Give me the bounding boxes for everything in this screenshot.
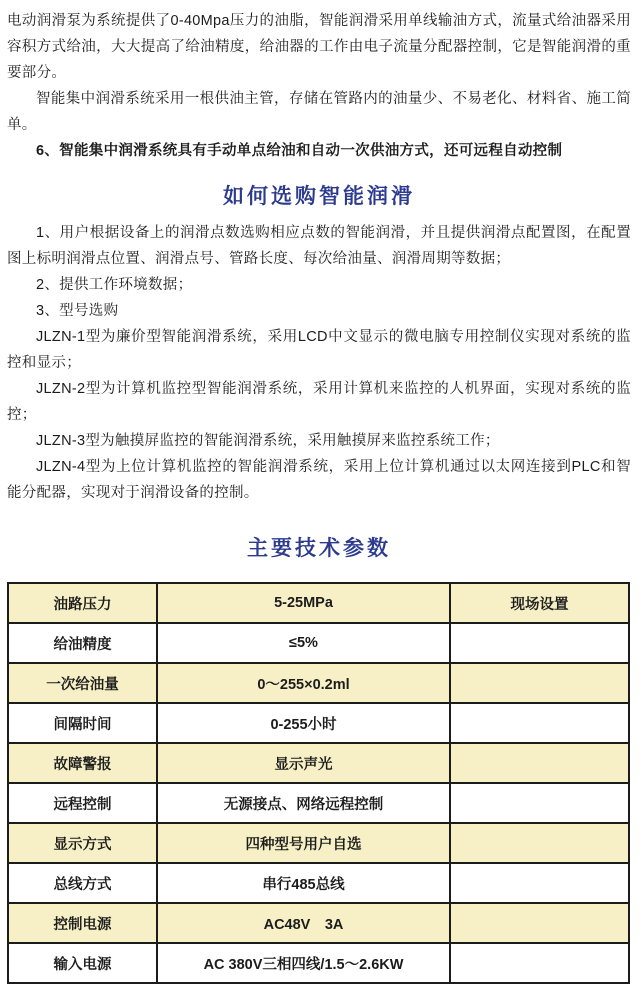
paragraph: 3、型号选购 [36, 303, 119, 319]
table-row [8, 703, 629, 743]
table-row [8, 583, 629, 623]
paragraph: 电动润滑泵为系统提供了0-40Mpa压力的油脂，智能润滑采用单线输油方式，流量式给油器采用容积方式给油，大大提高了给油精度，给油器的工作由电子流量分配器控制，它是智能润滑的重要部分。 [7, 13, 631, 81]
param-name-cell: 显示方式 [8, 823, 157, 863]
section-title-tech-params: 主要技术参数 [247, 537, 391, 560]
param-name-cell: 输入电源 [8, 943, 157, 983]
table-row [8, 623, 629, 663]
param-note-cell: 现场设置 [450, 583, 629, 623]
param-note-cell [450, 863, 629, 903]
param-name-cell: 一次给油量 [8, 663, 157, 703]
table-row [8, 863, 629, 903]
param-value-cell: 0～255×0.2ml [157, 663, 450, 703]
param-name-cell: 控制电源 [8, 903, 157, 943]
paragraph: JLZN-3型为触摸屏监控的智能润滑系统，采用触摸屏来监控系统工作； [36, 433, 500, 449]
table-row [8, 743, 629, 783]
param-note-cell [450, 823, 629, 863]
intro-section [7, 8, 631, 164]
paragraph: 2、提供工作环境数据； [36, 277, 193, 293]
param-note-cell [450, 743, 629, 783]
table-row [8, 903, 629, 943]
param-value-cell: ≤5% [157, 623, 450, 663]
param-note-cell [450, 783, 629, 823]
param-value-cell: AC48V 3A [157, 903, 450, 943]
paragraph: 1、用户根据设备上的润滑点数选购相应点数的智能润滑，并且提供润滑点配置图，在配置图上标明润滑点位置、润滑点号、管路长度、每次给油量、润滑周期等数据； [7, 225, 631, 267]
tech-params-table-body [8, 583, 629, 983]
param-name-cell: 远程控制 [8, 783, 157, 823]
param-value-cell: AC 380V三相四线/1.5～2.6KW [157, 943, 450, 983]
param-value-cell: 显示声光 [157, 743, 450, 783]
table-row [8, 943, 629, 983]
table-row [8, 663, 629, 703]
param-value-cell: 无源接点、网络远程控制 [157, 783, 450, 823]
param-value-cell: 0-255小时 [157, 703, 450, 743]
paragraph: JLZN-4型为上位计算机监控的智能润滑系统，采用上位计算机通过以太网连接到PLC和智能分配器，实现对于润滑设备的控制。 [7, 459, 631, 501]
section-title-selection-guide: 如何选购智能润滑 [223, 185, 415, 208]
tech-params-table [7, 582, 630, 984]
param-value-cell: 5-25MPa [157, 583, 450, 623]
paragraph: JLZN-1型为廉价型智能润滑系统，采用LCD中文显示的微电脑专用控制仪实现对系统的监控和显示； [7, 329, 631, 371]
param-note-cell [450, 663, 629, 703]
param-name-cell: 给油精度 [8, 623, 157, 663]
param-name-cell: 间隔时间 [8, 703, 157, 743]
table-row [8, 783, 629, 823]
param-note-cell [450, 943, 629, 983]
param-note-cell [450, 623, 629, 663]
param-name-cell: 总线方式 [8, 863, 157, 903]
paragraph: 6、智能集中润滑系统具有手动单点给油和自动一次供油方式，还可远程自动控制 [36, 143, 563, 159]
selection-guide-section [7, 220, 631, 506]
param-value-cell: 四种型号用户自选 [157, 823, 450, 863]
param-name-cell: 故障警报 [8, 743, 157, 783]
table-row [8, 823, 629, 863]
paragraph: 智能集中润滑系统采用一根供油主管，存储在管路内的油量少、不易老化、材料省、施工简单。 [7, 91, 631, 133]
param-note-cell [450, 903, 629, 943]
param-name-cell: 油路压力 [8, 583, 157, 623]
param-note-cell [450, 703, 629, 743]
param-value-cell: 串行485总线 [157, 863, 450, 903]
paragraph: JLZN-2型为计算机监控型智能润滑系统，采用计算机来监控的人机界面，实现对系统的监控； [7, 381, 631, 423]
